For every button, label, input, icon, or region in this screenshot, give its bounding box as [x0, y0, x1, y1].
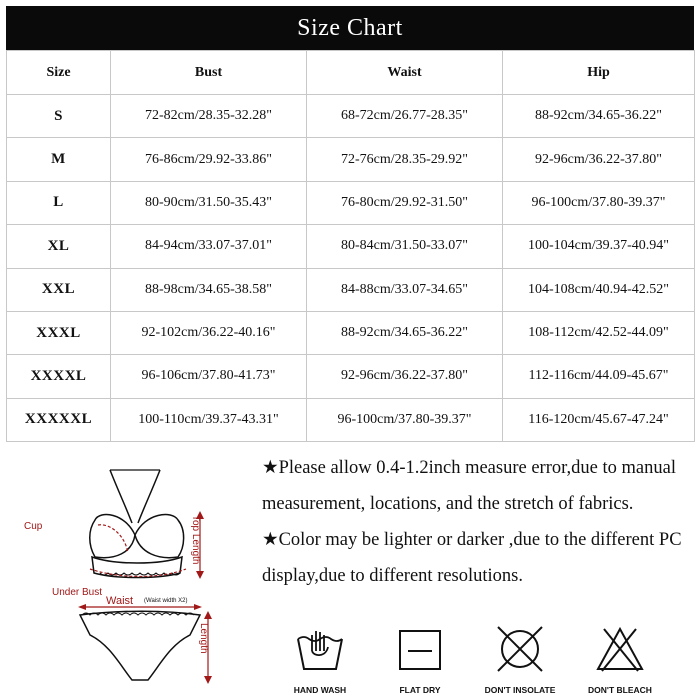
table-row [7, 138, 695, 181]
size-cell: M [7, 138, 111, 181]
care-label: FLAT DRY [399, 685, 441, 695]
care-label: DON'T INSOLATE [484, 685, 556, 695]
bust-cell: 96-106cm/37.80-41.73" [111, 355, 307, 398]
size-cell: XXXXXL [7, 398, 111, 441]
size-cell: XXXL [7, 311, 111, 354]
hip-cell: 92-96cm/36.22-37.80" [503, 138, 695, 181]
bust-cell: 76-86cm/29.92-33.86" [111, 138, 307, 181]
waist-cell: 76-80cm/29.92-31.50" [307, 181, 503, 224]
header-hip: Hip [503, 51, 695, 95]
waist-cell: 92-96cm/36.22-37.80" [307, 355, 503, 398]
hand-wash-icon [294, 625, 346, 673]
hip-cell: 96-100cm/37.80-39.37" [503, 181, 695, 224]
dont-insolate-icon [494, 625, 546, 673]
under-bust-label: Under Bust [52, 587, 103, 598]
waist-cell: 80-84cm/31.50-33.07" [307, 225, 503, 268]
dont-bleach-icon [594, 625, 646, 673]
top-length-label: Top Length [190, 515, 201, 565]
size-cell: XXL [7, 268, 111, 311]
bikini-outline-icon [40, 465, 240, 695]
waist-cell: 84-88cm/33.07-34.65" [307, 268, 503, 311]
measurement-diagram [24, 465, 240, 695]
hip-cell: 100-104cm/39.37-40.94" [503, 225, 695, 268]
header-size: Size [7, 51, 111, 95]
header-waist: Waist [307, 51, 503, 95]
table-header-row [7, 51, 695, 95]
table-row [7, 355, 695, 398]
care-item-flat-dry [380, 625, 460, 697]
care-label: HAND WASH [293, 685, 347, 695]
length-label: Length [198, 623, 209, 654]
care-instructions [280, 625, 680, 697]
waist-cell: 88-92cm/34.65-36.22" [307, 311, 503, 354]
care-item-dont-bleach [580, 625, 660, 697]
cup-label: Cup [24, 521, 43, 532]
waist-cell: 96-100cm/37.80-39.37" [307, 398, 503, 441]
size-cell: L [7, 181, 111, 224]
note-color: ★Color may be lighter or darker ,due to the different PC display,due to different resolutions. [262, 530, 682, 586]
notes [262, 450, 694, 594]
table-row [7, 95, 695, 138]
bust-cell: 72-82cm/28.35-32.28" [111, 95, 307, 138]
bust-cell: 80-90cm/31.50-35.43" [111, 181, 307, 224]
bust-cell: 100-110cm/39.37-43.31" [111, 398, 307, 441]
header-bust: Bust [111, 51, 307, 95]
care-label: DON'T BLEACH [588, 685, 652, 695]
size-cell: XL [7, 225, 111, 268]
care-item-dont-insolate [480, 625, 560, 697]
hip-cell: 88-92cm/34.65-36.22" [503, 95, 695, 138]
table-row [7, 268, 695, 311]
care-item-hand-wash [280, 625, 360, 697]
hip-cell: 108-112cm/42.52-44.09" [503, 311, 695, 354]
waist-label: Waist [106, 595, 134, 607]
flat-dry-icon [394, 625, 446, 673]
table-row [7, 225, 695, 268]
note-measure-error: ★Please allow 0.4-1.2inch measure error,due to manual measurement, locations, and the stretch of fabrics. [262, 458, 676, 514]
bust-cell: 88-98cm/34.65-38.58" [111, 268, 307, 311]
size-cell: XXXXL [7, 355, 111, 398]
waist-cell: 72-76cm/28.35-29.92" [307, 138, 503, 181]
waist-cell: 68-72cm/26.77-28.35" [307, 95, 503, 138]
hip-cell: 112-116cm/44.09-45.67" [503, 355, 695, 398]
size-chart-table [6, 50, 695, 442]
waist-note-label: (Waist width X2) [144, 598, 188, 604]
hip-cell: 104-108cm/40.94-42.52" [503, 268, 695, 311]
table-row [7, 311, 695, 354]
bust-cell: 92-102cm/36.22-40.16" [111, 311, 307, 354]
size-chart-title: Size Chart [6, 6, 694, 50]
table-row [7, 398, 695, 441]
hip-cell: 116-120cm/45.67-47.24" [503, 398, 695, 441]
table-row [7, 181, 695, 224]
bust-cell: 84-94cm/33.07-37.01" [111, 225, 307, 268]
size-cell: S [7, 95, 111, 138]
